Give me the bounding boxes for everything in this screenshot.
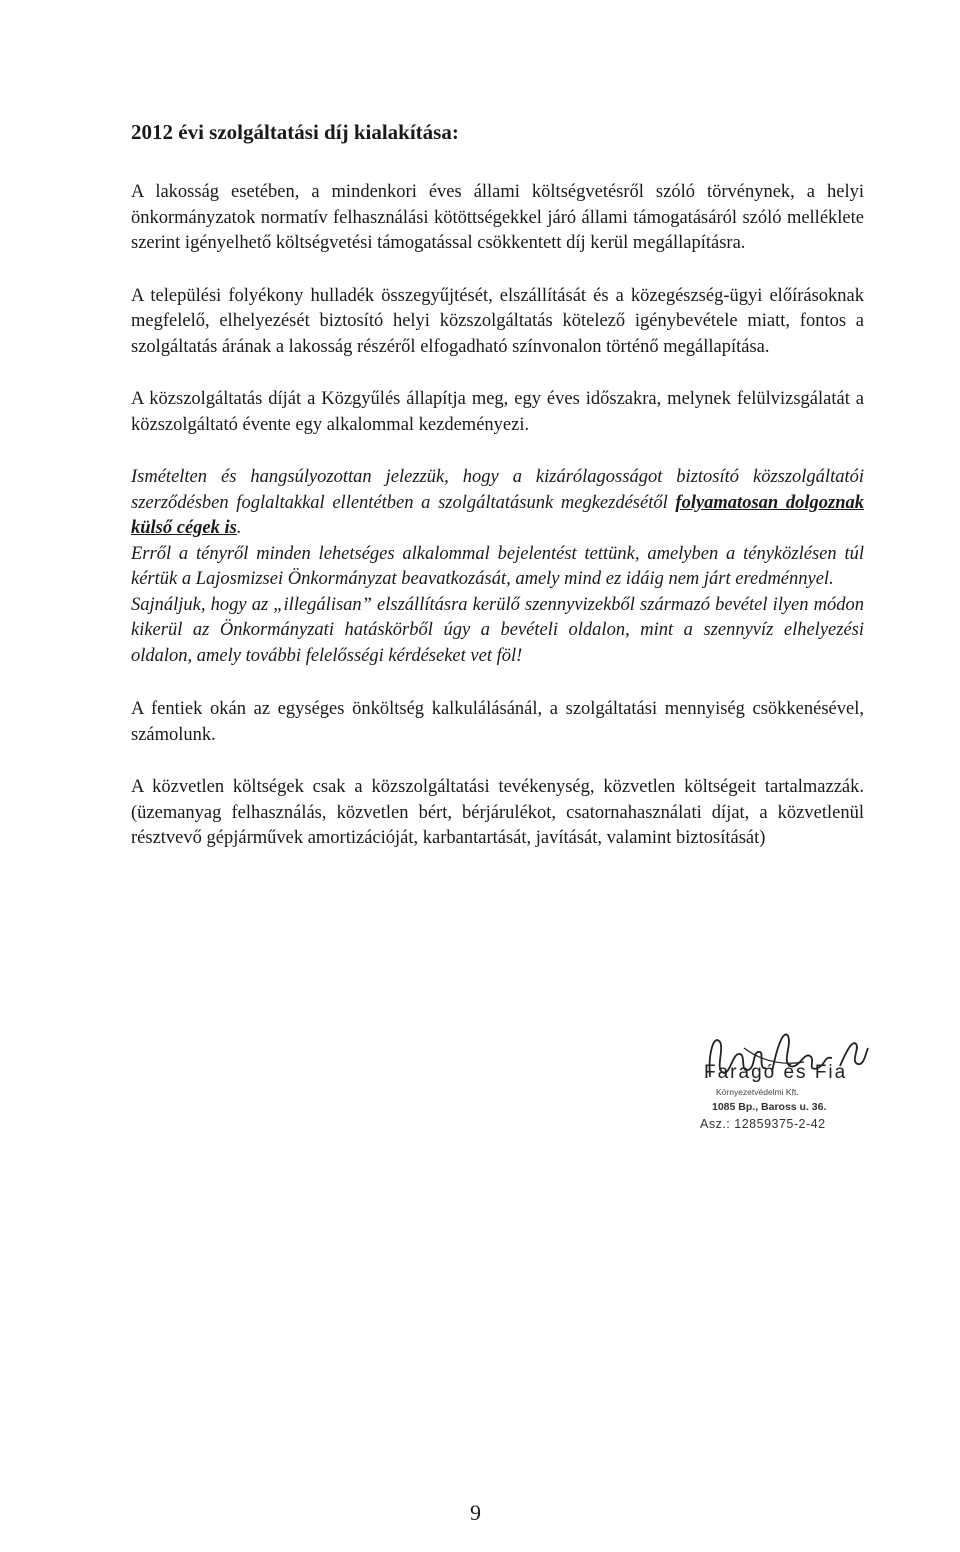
external-companies-lead: Ismételten és hangsúlyozottan jelezzük, hogy a kizárólagosságot biztosító közszolgáltatói szerződésben foglaltakkal ellentétben a szolgáltatásunk megkezdésétől	[131, 467, 864, 513]
stamp-tax-id: Asz.: 12859375-2-42	[700, 1117, 826, 1131]
paragraph-illegal-transport: Sajnáljuk, hogy az „illegálisan” elszállításra kerülő szennyvizekből származó bevétel ilyen módon kikerül az Önkormányzati hatáskörből úgy a bevételi oldalon, mint a szennyvíz elhelyezési oldalon, amely további felelősségi kérdéseket vet föl!	[131, 594, 864, 666]
document-body	[131, 118, 864, 852]
stamp-address: 1085 Bp., Baross u. 36.	[712, 1101, 827, 1113]
external-companies-emphasis: folyamatosan dolgoznak külső cégek is	[131, 492, 864, 538]
paragraph-fee-setting: A közszolgáltatás díját a Közgyűlés állapítja meg, egy éves időszakra, melynek felülvizsgálatát a közszolgáltató évente egy alkalommal kezdeményezi.	[131, 389, 864, 435]
section-heading: 2012 évi szolgáltatási díj kialakítása:	[131, 120, 459, 144]
paragraph-subsidy: A lakosság esetében, a mindenkori éves állami költségvetésről szóló törvénynek, a helyi önkormányzatok normatív felhasználási kötöttségekkel járó állami támogatásáról szóló melléklete szerint igényelhető költségvetési támogatással csökkentett díj kerül megállapításra.	[131, 182, 864, 253]
paragraph-service-importance: A települési folyékony hulladék összegyűjtését, elszállítását és a közegészség-ügyi előírásoknak megfelelő, elhelyezését biztosító helyi közszolgáltatás kötelező igénybevétele miatt, fontos a szolgáltatás árának a lakosság részéről elfogadható színvonalon történő megállapítása.	[131, 285, 864, 357]
stamp-company-name: Faragó és Fia	[704, 1062, 848, 1083]
paragraph-external-companies	[131, 465, 864, 542]
page-number: 9	[470, 1500, 481, 1525]
paragraph-notifications: Erről a tényről minden lehetséges alkalommal bejelentést tettünk, amelyben a tényközlésen túl kértük a Lajosmizsei Önkormányzat beavatkozását, amely mind ez idáig nem járt eredménnyel.	[131, 543, 864, 589]
company-stamp	[700, 1022, 870, 1132]
paragraph-cost-calculation: A fentiek okán az egységes önköltség kalkulálásánál, a szolgáltatási mennyiség csökkenésével, számolunk.	[131, 699, 864, 745]
stamp-company-subtitle: Környezetvédelmi Kft.	[716, 1087, 799, 1097]
paragraph-direct-costs: A közvetlen költségek csak a közszolgáltatási tevékenység, közvetlen költségeit tartalmazzák. (üzemanyag felhasználás, közvetlen bért, bérjárulékot, csatornahasználati díjat, a közvetlenül résztvevő gépjárművek amortizációját, karbantartását, javítását, valamint biztosítását)	[131, 777, 864, 848]
italic-notice-block	[131, 465, 864, 669]
external-companies-tail: .	[236, 518, 242, 538]
